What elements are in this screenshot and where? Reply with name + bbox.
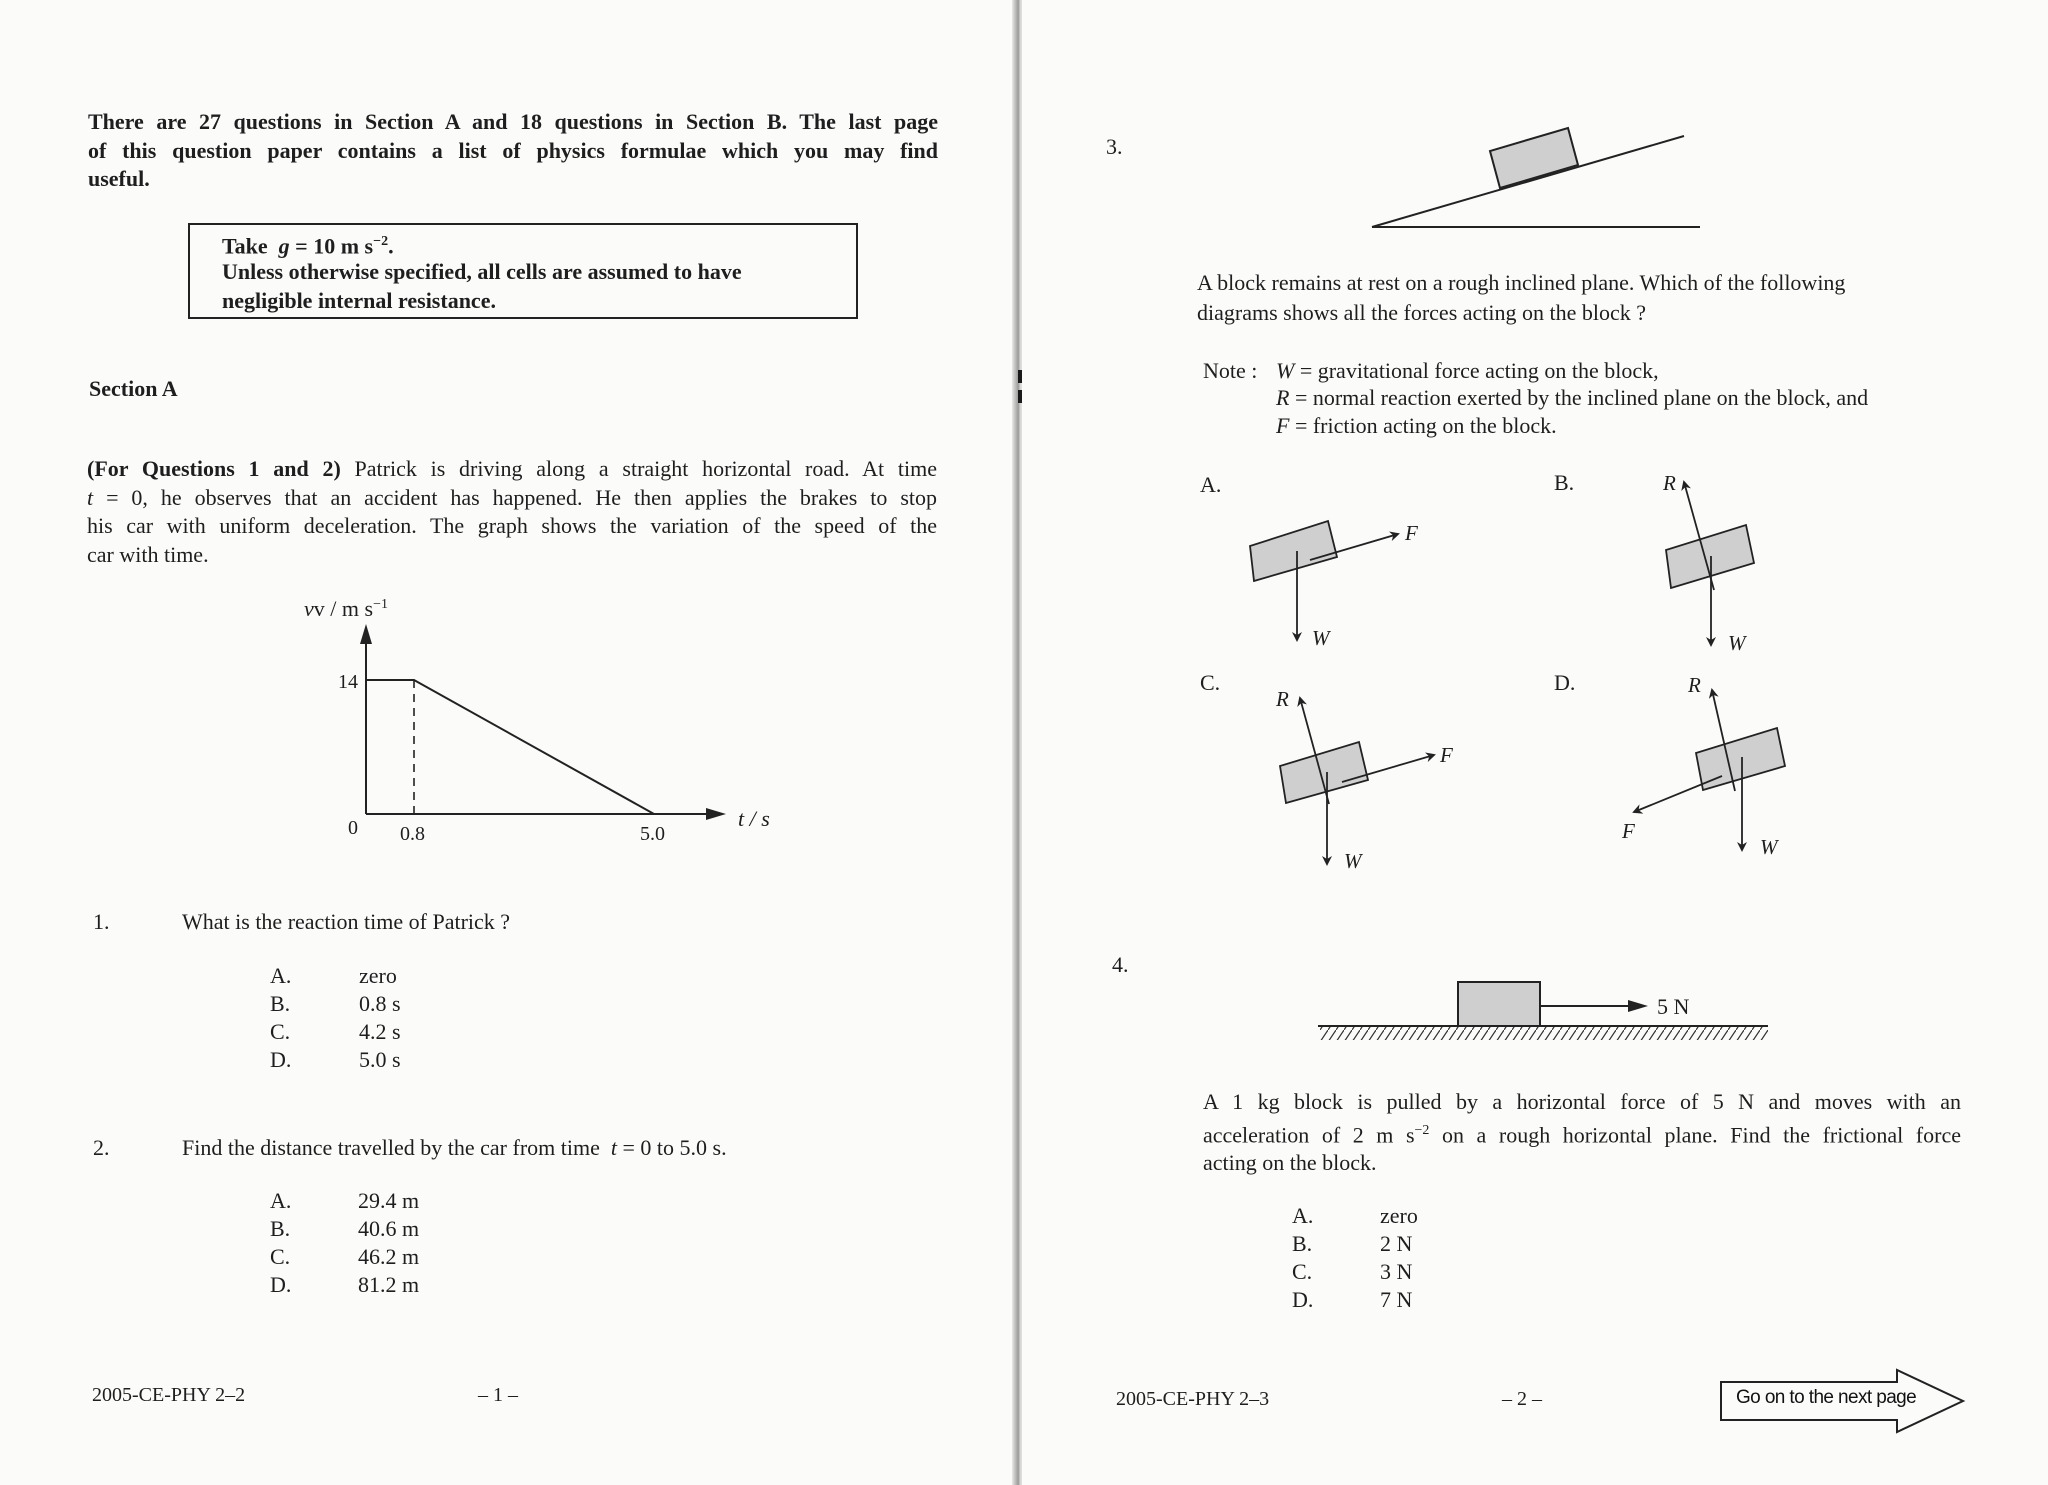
gravity-constant: Take g = 10 m $s^{-2}$. — [222, 233, 394, 259]
tick-label: 14 — [338, 671, 358, 693]
notice-line: negligible internal resistance. — [222, 288, 496, 313]
option-letter: D. — [1554, 670, 1576, 695]
option-letter: A. — [1292, 1203, 1314, 1228]
option-text: 29.4 m — [358, 1188, 420, 1213]
right-page — [1022, 0, 2048, 1485]
option-text: 7 N — [1380, 1287, 1413, 1312]
question-text: What is the reaction time of Patrick ? — [182, 909, 511, 934]
section-heading: Section A — [89, 376, 178, 401]
option-letter: B. — [270, 1216, 291, 1241]
option-text: 3 N — [1380, 1259, 1413, 1284]
question-text: A 1 kg block is pulled by a horizontal force of 5 N and moves with an acceleration of 2 m $s^{-2}$ on a rough horizontal plane. Find the frictional force acting on the block. — [1203, 1089, 1961, 1176]
option-letter: D. — [270, 1272, 292, 1297]
option-text: zero — [1380, 1203, 1418, 1228]
x-axis-label: t / s — [738, 806, 770, 831]
diagram-b — [1662, 471, 1754, 655]
question-number: 1. — [93, 909, 110, 934]
notice-line: Unless otherwise specified, all cells are assumed to have — [222, 259, 742, 284]
diagram-c — [1275, 687, 1453, 873]
friction-arrow-icon — [1634, 776, 1722, 812]
force-label-r: R — [1688, 673, 1701, 697]
next-page-label: Go on to the next page — [1736, 1387, 1917, 1408]
next-page-button[interactable] — [1719, 1368, 1969, 1439]
left-page — [0, 0, 1018, 1485]
option-letter: B. — [1554, 470, 1575, 495]
ground-hatching — [1320, 1026, 1768, 1040]
question-number: 3. — [1106, 134, 1123, 159]
block — [1250, 521, 1337, 581]
option-letter: C. — [1292, 1259, 1313, 1284]
question-number: 2. — [93, 1135, 110, 1160]
intro-line: There are 27 questions in Section A and 18 questions in Section B. The last page — [88, 109, 938, 134]
force-label-f: F — [1440, 743, 1453, 767]
question-text: diagrams shows all the forces acting on the block ? — [1197, 300, 1647, 325]
y-axis-arrow-icon — [360, 624, 372, 644]
option-text: 0.8 s — [359, 991, 401, 1016]
page-number: – 2 – — [1502, 1388, 1542, 1410]
force-label-f: F — [1405, 521, 1418, 545]
intro-line: of this question paper contains a list of physics formulae which you may find — [88, 137, 938, 163]
option-text: 2 N — [1380, 1231, 1413, 1256]
tick-label: 5.0 — [640, 823, 665, 845]
pull-force-arrow-icon — [1628, 1000, 1648, 1012]
question-text: A block remains at rest on a rough inclined plane. Which of the following — [1197, 270, 1846, 295]
paper-code: 2005-CE-PHY 2–3 — [1116, 1388, 1270, 1410]
option-text: 46.2 m — [358, 1244, 420, 1269]
block — [1280, 742, 1368, 803]
option-letter: B. — [270, 991, 291, 1016]
horizontal-block-figure — [1312, 970, 1812, 1050]
option-letter: C. — [270, 1244, 291, 1269]
option-letter: C. — [1200, 670, 1221, 695]
tick-label: 0 — [348, 817, 358, 839]
option-letter: C. — [270, 1019, 291, 1044]
option-text: 4.2 s — [359, 1019, 401, 1044]
force-label-f: F — [1622, 819, 1635, 843]
page-number: – 1 – — [478, 1384, 518, 1406]
tick-label: 0.8 — [400, 823, 425, 845]
note-label: Note : — [1203, 358, 1258, 383]
option-text: 5.0 s — [359, 1047, 401, 1072]
speed-time-graph — [300, 592, 800, 852]
option-text: 81.2 m — [358, 1272, 420, 1297]
option-letter: A. — [270, 963, 292, 988]
option-letter: D. — [270, 1047, 292, 1072]
force-label-w: W — [1760, 835, 1778, 859]
note-line: F = friction acting on the block. — [1276, 413, 1557, 438]
force-label: 5 N — [1657, 994, 1690, 1019]
paper-code: 2005-CE-PHY 2–2 — [92, 1384, 246, 1406]
option-text: zero — [359, 963, 397, 988]
force-label-r: R — [1663, 471, 1676, 495]
question-text: Find the distance travelled by the car from time t = 0 to 5.0 s. — [182, 1135, 727, 1160]
shared-question-stem: (For Questions 1 and 2) Patrick is driving along a straight horizontal road. At time t = 0, he observes that an accident has happened. He then applies the brakes to stop his car with uniform deceleration. The graph shows the variation of the speed of the car with time. — [87, 456, 938, 567]
option-letter: D. — [1292, 1287, 1314, 1312]
force-label-w: W — [1344, 849, 1362, 873]
force-label-r: R — [1276, 687, 1289, 711]
option-letter: A. — [1200, 472, 1222, 497]
block — [1458, 982, 1540, 1026]
speed-curve — [366, 680, 654, 814]
option-letter: B. — [1292, 1231, 1313, 1256]
diagram-a — [1250, 521, 1418, 650]
diagram-d — [1621, 673, 1785, 859]
force-diagrams — [1022, 0, 2048, 900]
intro-line: useful. — [88, 166, 150, 191]
y-axis-label: vv / m $s^{-1}$ — [304, 596, 388, 621]
force-label-w: W — [1728, 631, 1746, 655]
x-axis-arrow-icon — [706, 808, 726, 820]
note-line: R = normal reaction exerted by the inclined plane on the block, and — [1276, 385, 1869, 410]
intro-paragraph — [88, 108, 938, 194]
question-number: 4. — [1112, 952, 1129, 977]
option-letter: A. — [270, 1188, 292, 1213]
force-label-w: W — [1312, 626, 1330, 650]
option-text: 40.6 m — [358, 1216, 420, 1241]
notice-box — [188, 223, 858, 319]
note-line: W = gravitational force acting on the block, — [1276, 358, 1659, 383]
